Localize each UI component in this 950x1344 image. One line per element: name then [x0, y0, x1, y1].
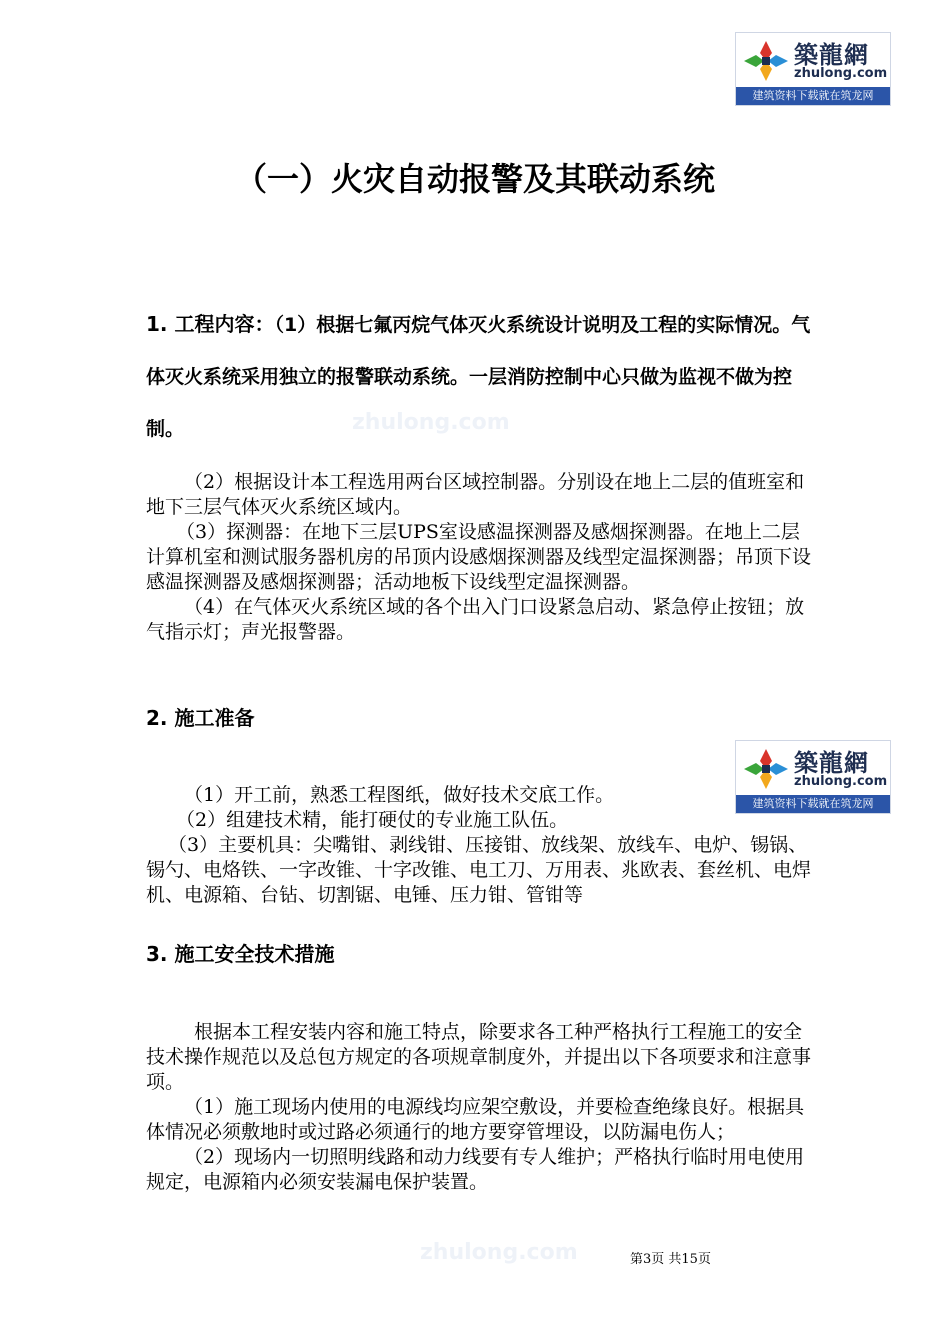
watermark-text: zhulong.com — [352, 410, 510, 435]
zhulong-logo — [735, 32, 891, 106]
section2-heading: 2. 施工准备 — [146, 706, 255, 730]
section1-item: （4）在气体灭火系统区域的各个出入门口设紧急启动、紧急停止按钮；放气指示灯；声光报警器。 — [146, 596, 805, 643]
section2-items — [146, 783, 736, 833]
section3-heading: 3. 施工安全技术措施 — [146, 942, 335, 966]
section2-item-tools: （3）主要机具：尖嘴钳、剥线钳、压接钳、放线架、放线车、电炉、锡锅、锡勺、电烙铁、一字改锥、十字改锥、电工刀、万用表、兆欧表、套丝机、电焊机、电源箱、台钻、切割锯、电锤、压力钳、管钳等 — [146, 834, 812, 906]
snowflake-logo-icon — [742, 747, 790, 791]
section1-intro — [146, 298, 816, 455]
snowflake-logo-icon — [742, 39, 790, 83]
logo-name: 築龍網 — [794, 749, 869, 777]
watermark-text: zhulong.com — [420, 1240, 578, 1265]
page-title: （一）火灾自动报警及其联动系统 — [234, 160, 715, 198]
section2-item: （1）开工前，熟悉工程图纸，做好技术交底工作。 — [184, 784, 615, 806]
logo-slogan: 建筑资料下载就在筑龙网 — [736, 795, 890, 813]
section2-item: （2）组建技术精，能打硬仗的专业施工队伍。 — [176, 809, 569, 831]
section1-intro-text: （1）根据七氟丙烷气体灭火系统设计说明及工程的实际情况。气体灭火系统采用独立的报警联动系统。一层消防控制中心只做为监视不做为控制。 — [146, 314, 811, 440]
section1-heading: 1. 工程内容： — [146, 312, 275, 336]
section1-items — [146, 470, 816, 645]
section3-intro: 根据本工程安装内容和施工特点，除要求各工种严格执行工程施工的安全技术操作规范以及总包方规定的各项规章制度外，并提出以下各项要求和注意事项。 — [146, 1021, 812, 1093]
page-number: 第3页 共15页 — [630, 1252, 711, 1267]
zhulong-logo — [735, 740, 891, 814]
logo-domain: zhulong.com — [794, 774, 888, 789]
section3-body — [146, 1020, 816, 1195]
logo-name: 築龍網 — [794, 41, 869, 69]
logo-slogan: 建筑资料下载就在筑龙网 — [736, 87, 890, 105]
logo-domain: zhulong.com — [794, 66, 888, 81]
section3-item: （1）施工现场内使用的电源线均应架空敷设，并要检查绝缘良好。根据具体情况必须敷地时或过路必须通行的地方要穿管埋设，以防漏电伤人； — [146, 1096, 805, 1143]
section3-item: （2）现场内一切照明线路和动力线要有专人维护；严格执行临时用电使用规定，电源箱内必须安装漏电保护装置。 — [146, 1146, 805, 1193]
section1-item: （3）探测器：在地下三层UPS室设感温探测器及感烟探测器。在地上二层计算机室和测试服务器机房的吊顶内设感烟探测器及线型定温探测器；吊顶下设感温探测器及感烟探测器；活动地板下设线型定温探测器。 — [146, 521, 812, 593]
section1-item: （2）根据设计本工程选用两台区域控制器。分别设在地上二层的值班室和地下三层气体灭火系统区域内。 — [146, 471, 805, 518]
